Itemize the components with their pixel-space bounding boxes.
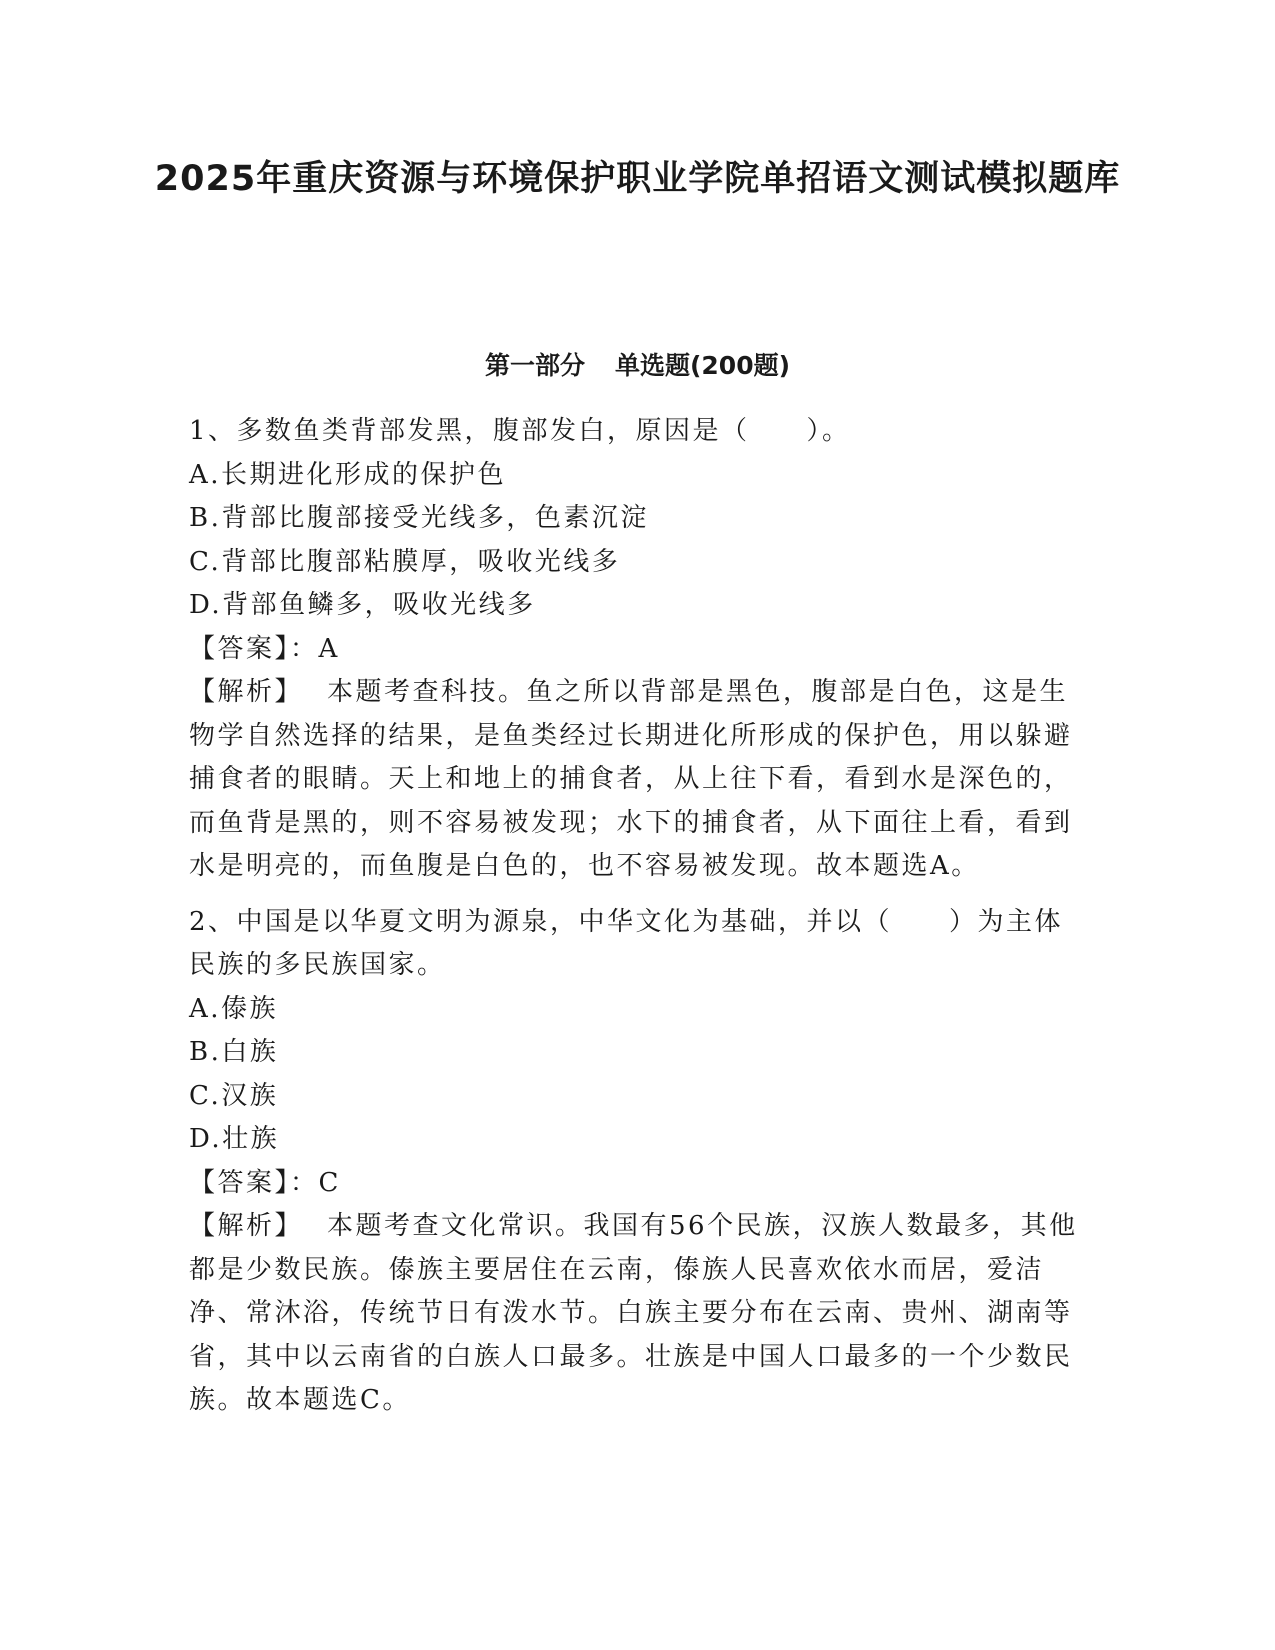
answer-line <box>189 1162 1089 1206</box>
analysis-label: 【解析】 <box>189 1211 304 1241</box>
option-b: B.背部比腹部接受光线多，色素沉淀 <box>189 503 649 533</box>
analysis-paragraph <box>189 1205 1079 1423</box>
question-stem: 1、多数鱼类背部发黑，腹部发白，原因是（ ）。 <box>189 416 851 446</box>
answer-value: C <box>318 1167 341 1198</box>
answer-label: 【答案】： <box>189 633 319 664</box>
document-title: 2025年重庆资源与环境保护职业学院单招语文测试模拟题库 <box>154 159 1121 199</box>
question-stem: 2、中国是以华夏文明为源泉，中华文化为基础，并以（ ）为主体民族的多民族国家。 <box>189 906 1064 980</box>
analysis-paragraph <box>189 671 1079 889</box>
option-b: B.白族 <box>189 1037 279 1067</box>
option-a: A.长期进化形成的保护色 <box>189 459 507 490</box>
question-2 <box>189 901 1089 1423</box>
question-1 <box>189 410 1089 889</box>
section-heading <box>150 346 1125 386</box>
analysis-text: 本题考查文化常识。我国有56个民族，汉族人数最多，其他都是少数民族。傣族主要居住在云南，傣族人民喜欢依水而居，爱洁净、常沐浴，传统节日有泼水节。白族主要分布在云南、贵州、湖南等省，其中以云南省的白族人口最多。壮族是中国人口最多的一个少数民族。故本题选C。 <box>189 1211 1078 1415</box>
section-name-label: 单选题(200题) <box>614 351 791 380</box>
option-d: D.背部鱼鳞多，吸收光线多 <box>189 590 536 620</box>
option-c: C.背部比腹部粘膜厚，吸收光线多 <box>189 546 621 577</box>
question-list <box>189 410 1089 1435</box>
option-c: C.汉族 <box>189 1080 279 1111</box>
answer-value: A <box>318 633 340 664</box>
option-d: D.壮族 <box>189 1124 280 1154</box>
analysis-label: 【解析】 <box>189 677 304 707</box>
answer-line <box>189 628 1089 672</box>
analysis-text: 本题考查科技。鱼之所以背部是黑色，腹部是白色，这是生物学自然选择的结果，是鱼类经过长期进化所形成的保护色，用以躲避捕食者的眼睛。天上和地上的捕食者，从上往下看，看到水是深色的，而鱼背是黑的，则不容易被发现；水下的捕食者，从下面往上看，看到水是明亮的，而鱼腹是白色的，也不容易被发现。故本题选A。 <box>189 677 1073 881</box>
answer-label: 【答案】： <box>189 1167 319 1198</box>
option-a: A.傣族 <box>189 993 279 1024</box>
section-part-label: 第一部分 <box>484 351 585 380</box>
